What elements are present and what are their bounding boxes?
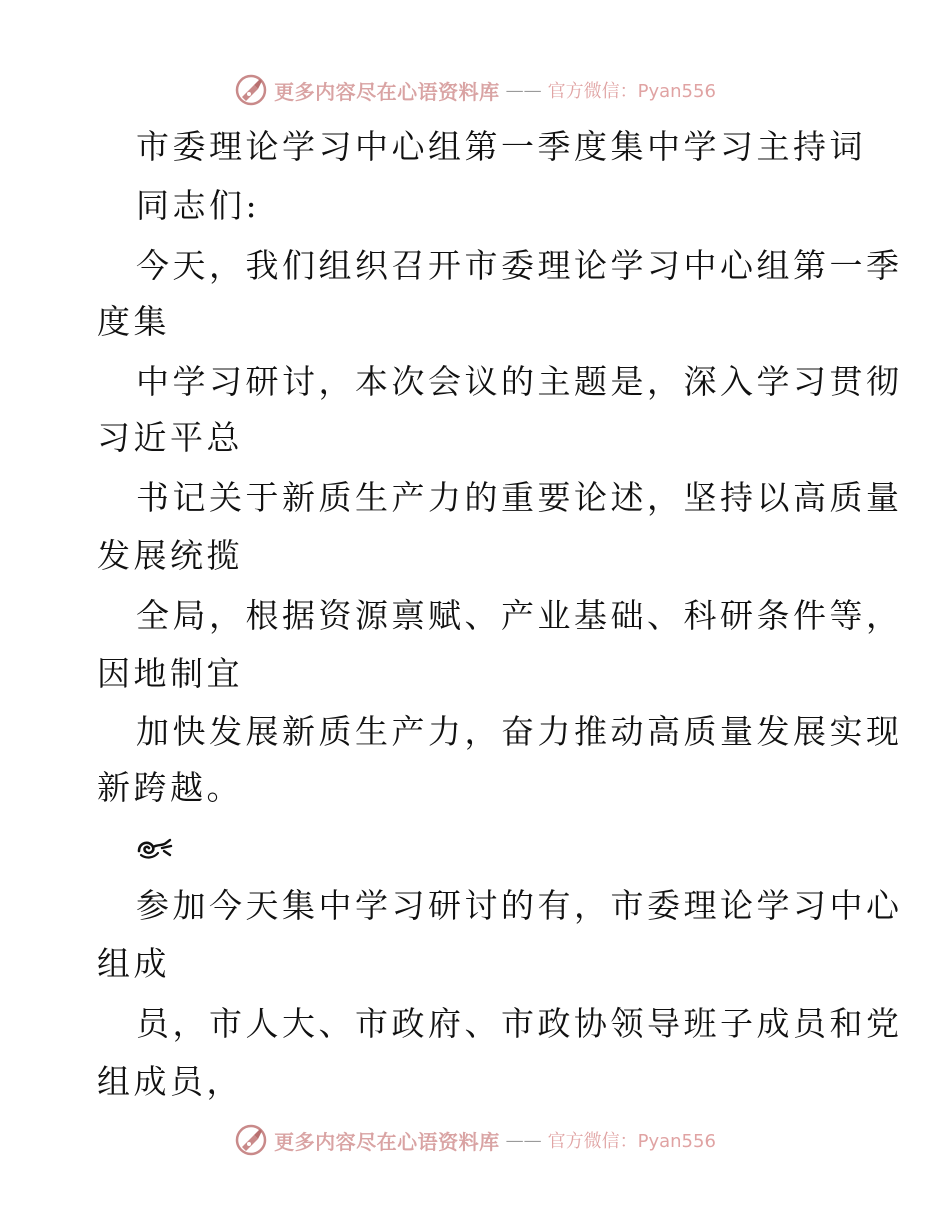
header-watermark: [0, 70, 950, 110]
body-line: 加快发展新质生产力，奋力推动高质量发展实现: [136, 712, 903, 751]
document-title: 市委理论学习中心组第一季度集中学习主持词: [136, 127, 866, 166]
body-line: 全局，根据资源禀赋、产业基础、科研条件等，: [136, 596, 903, 635]
body-line: 新跨越。: [97, 768, 243, 807]
body-line: 因地制宜: [97, 654, 243, 693]
footer-watermark: [0, 1120, 950, 1160]
body-line: 员，市人大、市政府、市政协领导班子成员和党: [136, 1004, 903, 1043]
pen-nib-logo-icon: [234, 1123, 268, 1157]
body-line: 中学习研讨，本次会议的主题是，深入学习贯彻: [136, 362, 903, 401]
body-line: 度集: [97, 302, 170, 341]
body-line: 书记关于新质生产力的重要论述，坚持以高质量: [136, 478, 903, 517]
salutation: 同志们:: [136, 186, 261, 225]
pen-nib-logo-icon: [234, 73, 268, 107]
body-line: 参加今天集中学习研讨的有，市委理论学习中心: [136, 886, 903, 925]
watermark-contact: 官方微信：Pyan556: [547, 81, 716, 102]
watermark-separator: ——: [505, 1129, 542, 1151]
flourish-ornament-icon: [136, 834, 174, 862]
body-line: 组成员，: [97, 1062, 243, 1101]
body-line: 发展统揽: [97, 536, 243, 575]
watermark-text: 更多内容尽在心语资料库: [274, 1129, 500, 1154]
body-line: 习近平总: [97, 418, 243, 457]
body-line: 今天，我们组织召开市委理论学习中心组第一季: [136, 246, 903, 285]
watermark-separator: ——: [505, 79, 542, 101]
watermark-contact: 官方微信：Pyan556: [547, 1131, 716, 1152]
body-line: 组成: [97, 944, 170, 983]
watermark-text: 更多内容尽在心语资料库: [274, 79, 500, 104]
